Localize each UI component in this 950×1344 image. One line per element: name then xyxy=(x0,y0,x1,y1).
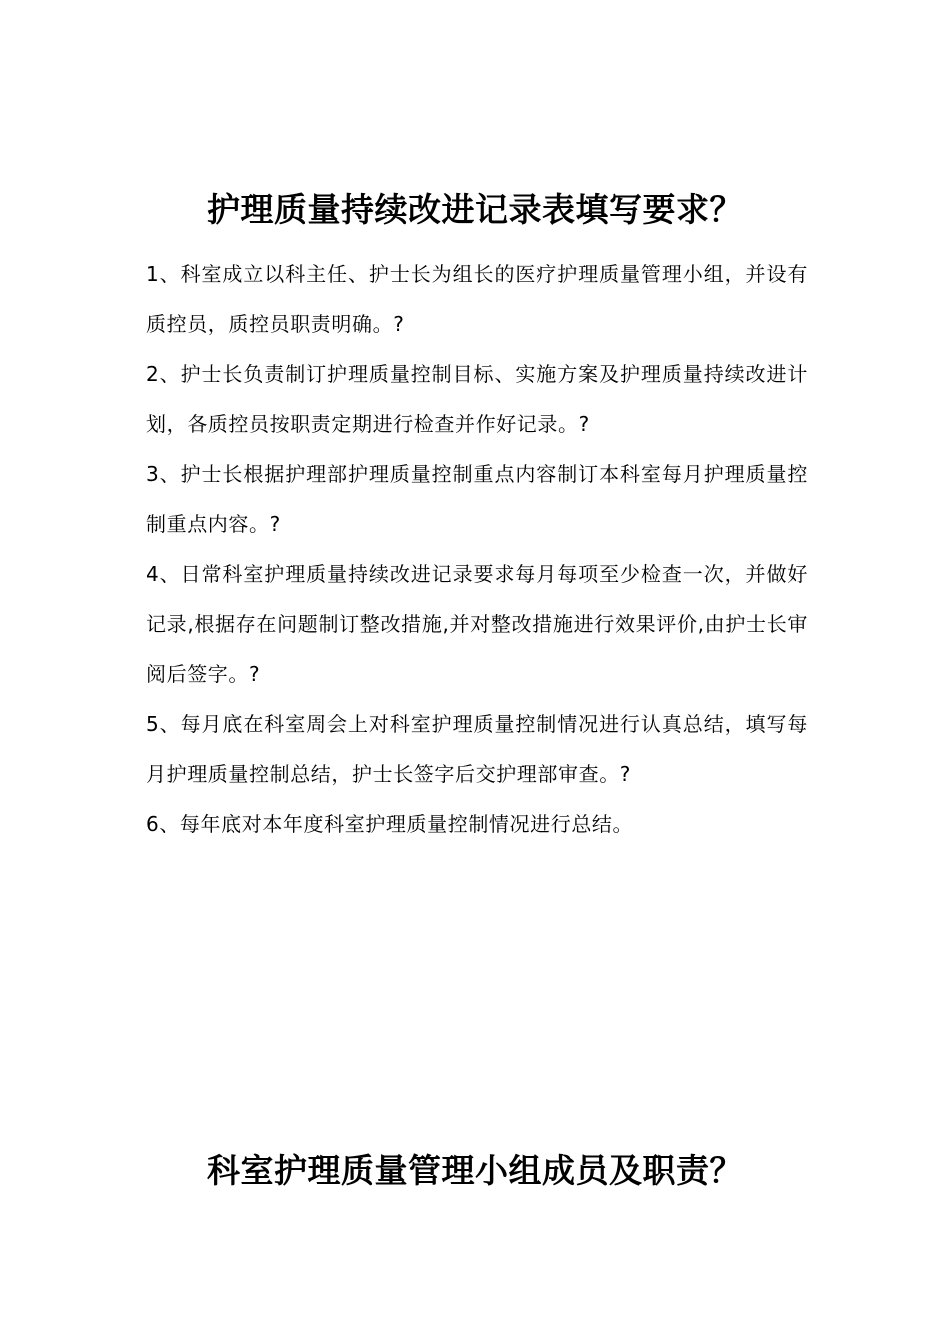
list-item: 1、科室成立以科主任、护士长为组长的医疗护理质量管理小组，并设有质控员，质控员职责明确。? xyxy=(146,262,808,336)
list-item: 4、日常科室护理质量持续改进记录要求每月每项至少检查一次，并做好记录,根据存在问题制订整改措施,并对整改措施进行效果评价,由护士长审阅后签字。? xyxy=(146,562,808,686)
list-item: 3、护士长根据护理部护理质量控制重点内容制订本科室每月护理质量控制重点内容。? xyxy=(146,462,808,536)
list-item: 5、每月底在科室周会上对科室护理质量控制情况进行认真总结，填写每月护理质量控制总结，护士长签字后交护理部审查。? xyxy=(146,712,808,786)
section-title-requirements: 护理质量持续改进记录表填写要求？ xyxy=(207,190,743,229)
list-item: 6、每年底对本年度科室护理质量控制情况进行总结。 xyxy=(146,812,634,836)
list-item: 2、护士长负责制订护理质量控制目标、实施方案及护理质量持续改进计划，各质控员按职责定期进行检查并作好记录。? xyxy=(146,362,808,436)
requirements-list xyxy=(146,249,808,849)
section-title-members: 科室护理质量管理小组成员及职责？ xyxy=(207,1151,743,1190)
